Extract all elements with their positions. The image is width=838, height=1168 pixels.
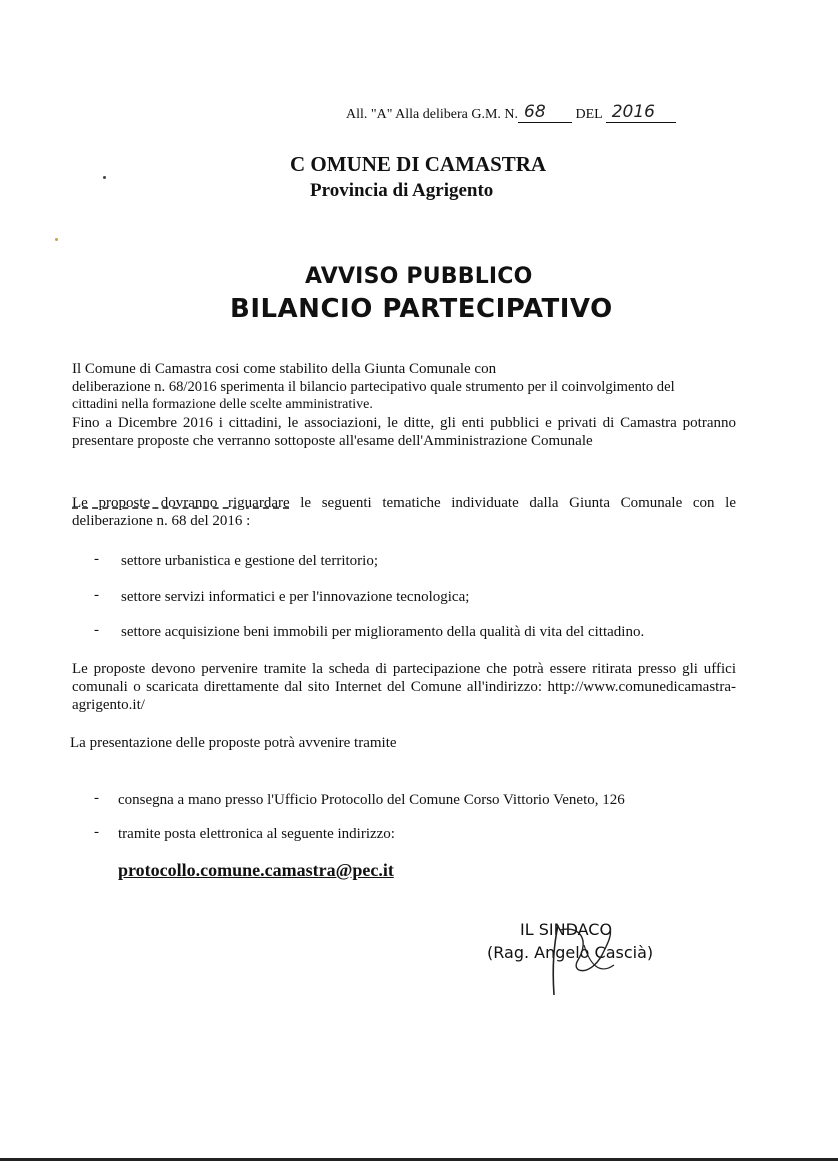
deadline-paragraph: Fino a Dicembre 2016 i cittadini, le associazioni, le ditte, gli enti pubblici e privati di Camastra potranno presentare proposte che verranno sottoposte all'esame dell'Amministrazione Comunale [72, 415, 736, 449]
delibera-year: 2016 [611, 102, 655, 122]
intro-line-1: Il Comune di Camastra cosi come stabilito della Giunta Comunale con [72, 361, 497, 377]
delibera-number: 68 [524, 102, 546, 122]
scan-edge-rule [0, 1158, 838, 1161]
delibera-reference [346, 102, 676, 123]
municipality-name: C OMUNE DI CAMASTRA [290, 152, 547, 176]
method-item: tramite posta elettronica al seguente indirizzo: [118, 826, 395, 842]
bullet-marker: - [94, 824, 99, 840]
province-name: Provincia di Agrigento [310, 180, 494, 201]
delibera-number-field [518, 102, 572, 123]
delibera-year-field [606, 102, 676, 123]
signatory-title: IL SINDACO [520, 920, 613, 939]
submission-paragraph: Le proposte devono pervenire tramite la scheda di partecipazione che potrà essere ritirata presso gli uffici comunali o scaricata direttamente dal sito Internet del Comune all'indirizzo: http://www.comunedicamastra-agrigento.it/ [72, 661, 736, 713]
scan-speck [55, 238, 58, 241]
signatory-name: (Rag. Angelo Cascià) [487, 943, 654, 962]
delibera-ref-prefix: All. "A" Alla delibera G.M. N. [346, 107, 519, 122]
bullet-marker: - [94, 790, 99, 806]
topic-item: settore servizi informatici e per l'innovazione tecnologica; [121, 589, 470, 605]
handwritten-signature [510, 905, 660, 1005]
intro-line-2: deliberazione n. 68/2016 sperimenta il bilancio partecipativo quale strumento per il coinvolgimento del [72, 379, 675, 395]
intro-line-3: cittadini nella formazione delle scelte amministrative. [72, 397, 373, 412]
del-label: DEL [575, 107, 603, 122]
method-item: consegna a mano presso l'Ufficio Protocollo del Comune Corso Vittorio Veneto, 126 [118, 792, 625, 808]
bullet-marker: - [94, 622, 99, 638]
bullet-marker: - [94, 551, 99, 567]
notice-subtitle: BILANCIO PARTECIPATIVO [230, 294, 613, 324]
bullet-marker: - [94, 587, 99, 603]
submission-methods-intro: La presentazione delle proposte potrà avvenire tramite [70, 735, 397, 751]
topic-item: settore acquisizione beni immobili per miglioramento della qualità di vita del cittadino. [121, 624, 645, 640]
topic-item: settore urbanistica e gestione del territorio; [121, 553, 378, 569]
topics-intro-rest: le seguenti tematiche individuate dalla Giunta Comunale con le deliberazione n. 68 del 2016 : [72, 495, 736, 529]
notice-title: AVVISO PUBBLICO [305, 264, 533, 289]
topics-intro-lead: Le proposte dovranno riguardare [72, 495, 290, 511]
scan-speck [103, 176, 106, 179]
topics-intro-paragraph [72, 494, 736, 530]
pec-email-link[interactable]: protocollo.comune.camastra@pec.it [118, 860, 394, 880]
